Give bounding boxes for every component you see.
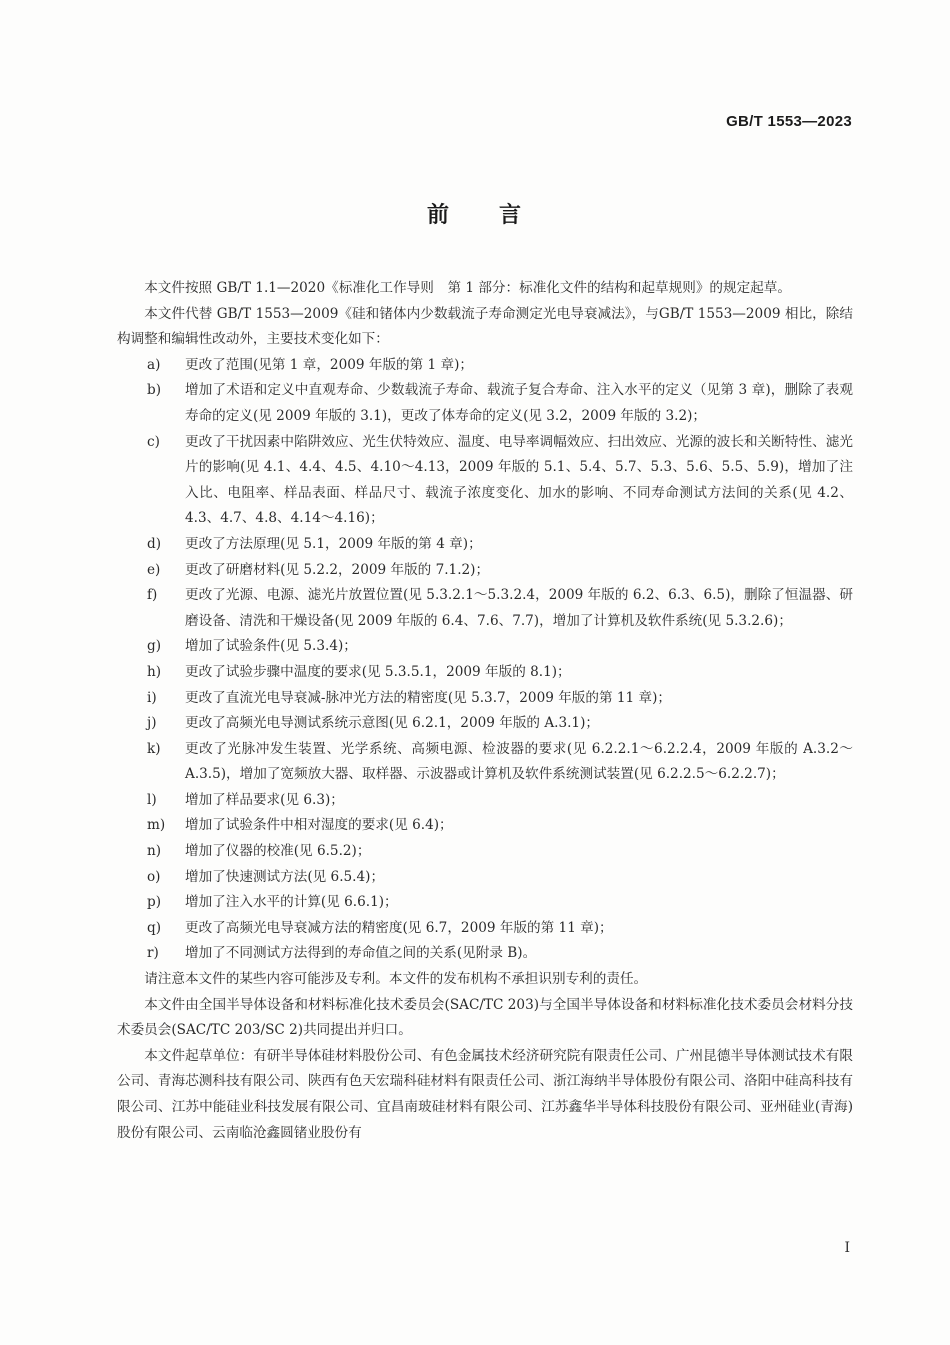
list-item-text: 更改了干扰因素中陷阱效应、光生伏特效应、温度、电导率调幅效应、扫出效应、光源的波长和关断特性、滤光片的影响(见 4.1、4.4、4.5、4.10～4.13，2009 年版的 5.1、5.4、5.7、5.3、5.6、5.5、5.9)，增加了注入比、电阻率、样品表面、样品尺寸、载流子浓度变化、加水的影响、不同寿命测试方法间的关系(见 4.2、4.3、4.7、4.8、4.14～4.16)； (185, 433, 853, 527)
list-item-text: 增加了注入水平的计算(见 6.6.1)； (185, 894, 398, 911)
list-item-label: g) (147, 638, 162, 655)
list-item-text: 增加了术语和定义中直观寿命、少数载流子寿命、载流子复合寿命、注入水平的定义（见第 3 章)，删除了表观寿命的定义(见 2009 年版的 3.1)，更改了体寿命的定义(见 3.2，2009 年版的 3.2)； (185, 382, 853, 424)
list-item-label: a) (147, 356, 161, 373)
list-item-text: 更改了光源、电源、滤光片放置位置(见 5.3.2.1～5.3.2.4，2009 年版的 6.2、6.3、6.5)，删除了恒温器、研磨设备、清洗和干燥设备(见 2009 年版的 6.4、7.6、7.7)，增加了计算机及软件系统(见 5.3.2.6)； (185, 587, 853, 629)
list-item-text: 增加了试验条件(见 5.3.4)； (185, 638, 357, 655)
list-item-label: o) (147, 868, 161, 885)
list-item-text: 增加了样品要求(见 6.3)； (185, 791, 344, 808)
standard-code: GB/T 1553—2023 (726, 113, 852, 130)
list-item (117, 583, 853, 634)
list-item-text: 更改了高频光电导衰减方法的精密度(见 6.7，2009 年版的第 11 章)； (185, 919, 613, 936)
patent-notice: 请注意本文件的某些内容可能涉及专利。本文件的发布机构不承担识别专利的责任。 (144, 971, 648, 988)
list-item-text: 增加了仪器的校准(见 6.5.2)； (185, 843, 371, 860)
list-item-text: 更改了方法原理(见 5.1，2009 年版的第 4 章)； (185, 535, 482, 552)
list-item-label: j) (147, 715, 157, 732)
list-item-label: i) (147, 689, 157, 706)
list-item (117, 558, 853, 584)
list-item-label: e) (147, 561, 161, 578)
list-item-label: r) (147, 945, 159, 962)
list-item-label: c) (147, 433, 160, 450)
list-item-label: b) (147, 382, 162, 399)
list-item-label: l) (147, 791, 157, 808)
list-item-text: 更改了试验步骤中温度的要求(见 5.3.5.1，2009 年版的 8.1)； (185, 663, 571, 680)
document-body (117, 276, 853, 1146)
committee-paragraph: 本文件由全国半导体设备和材料标准化技术委员会(SAC/TC 203)与全国半导体设备和材料标准化技术委员会材料分技术委员会(SAC/TC 203/SC 2)共同提出并归口。 (117, 996, 853, 1039)
list-item (117, 865, 853, 891)
list-item (117, 634, 853, 660)
list-item (117, 813, 853, 839)
list-item (117, 839, 853, 865)
list-item (117, 686, 853, 712)
list-item (117, 941, 853, 967)
list-item-label: p) (147, 894, 162, 911)
list-item-label: m) (147, 817, 166, 834)
list-item (117, 532, 853, 558)
list-item (117, 660, 853, 686)
list-item-text: 更改了范围(见第 1 章，2009 年版的第 1 章)； (185, 356, 474, 373)
list-item (117, 711, 853, 737)
list-item (117, 430, 853, 532)
intro-paragraph-2: 本文件代替 GB/T 1553—2009《硅和锗体内少数载流子寿命测定光电导衰减法》，与GB/T 1553—2009 相比，除结构调整和编辑性改动外，主要技术变化如下： (117, 305, 853, 348)
list-item-label: d) (147, 535, 162, 552)
list-item (117, 378, 853, 429)
list-item-text: 更改了高频光电导测试系统示意图(见 6.2.1，2009 年版的 A.3.1)； (185, 715, 599, 732)
list-item (117, 916, 853, 942)
list-item-label: q) (147, 919, 162, 936)
list-item (117, 890, 853, 916)
list-item-label: h) (147, 663, 162, 680)
list-item-text: 更改了直流光电导衰减-脉冲光方法的精密度(见 5.3.7，2009 年版的第 11 章)； (185, 689, 671, 706)
list-item (117, 353, 853, 379)
list-item-label: k) (147, 740, 161, 757)
intro-paragraph-1: 本文件按照 GB/T 1.1—2020《标准化工作导则 第 1 部分：标准化文件的结构和起草规则》的规定起草。 (144, 280, 791, 296)
drafting-units-paragraph: 本文件起草单位：有研半导体硅材料股份公司、有色金属技术经济研究院有限责任公司、广州昆德半导体测试技术有限公司、青海芯测科技有限公司、陕西有色天宏瑞科硅材料有限责任公司、浙江海纳半导体股份有限公司、洛阳中硅高科技有限公司、江苏中能硅业科技发展有限公司、宜昌南玻硅材料有限公司、江苏鑫华半导体科技股份有限公司、亚州硅业(青海)股份有限公司、云南临沧鑫圆锗业股份有 (117, 1047, 853, 1141)
list-item-text: 更改了光脉冲发生装置、光学系统、高频电源、检波器的要求(见 6.2.2.1～6.2.2.4，2009 年版的 A.3.2～A.3.5)，增加了宽频放大器、取样器、示波器或计算机及软件系统测试装置(见 6.2.2.5～6.2.2.7)； (185, 740, 853, 783)
page-title: 前 言 (426, 202, 523, 228)
list-item (117, 788, 853, 814)
list-item-label: f) (147, 587, 158, 604)
list-item (117, 737, 853, 788)
list-item-text: 增加了试验条件中相对湿度的要求(见 6.4)； (185, 817, 453, 834)
list-item-text: 增加了快速测试方法(见 6.5.4)； (185, 868, 385, 885)
list-item-label: n) (147, 843, 162, 860)
list-item-text: 增加了不同测试方法得到的寿命值之间的关系(见附录 B)。 (185, 945, 537, 962)
list-item-text: 更改了研磨材料(见 5.2.2，2009 年版的 7.1.2)； (185, 561, 490, 578)
changes-list (117, 353, 853, 967)
page-number: I (844, 1240, 850, 1256)
